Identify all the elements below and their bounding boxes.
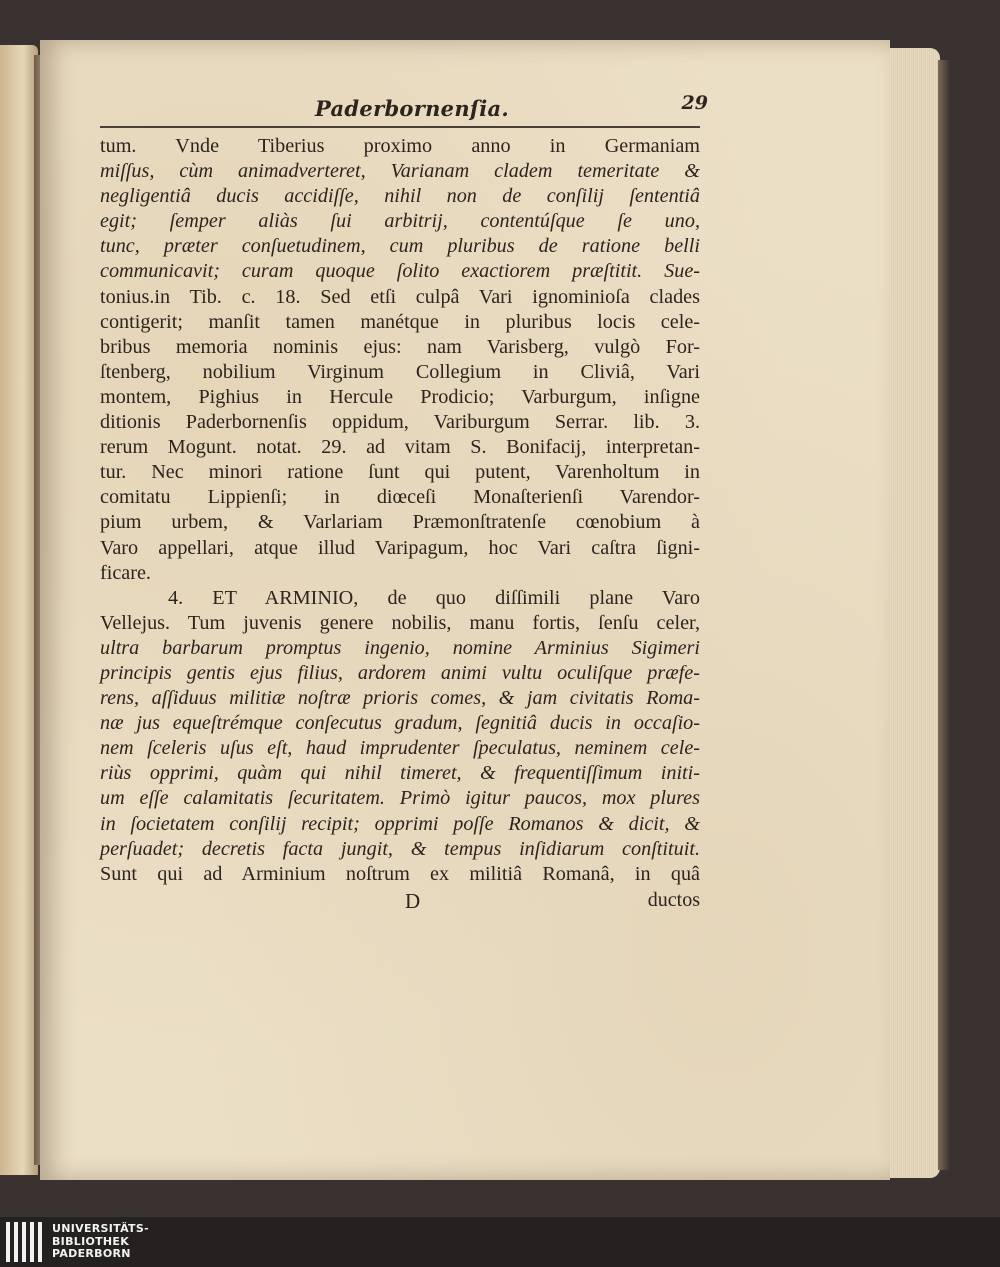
text-line: tur. Nec minori ratione ſunt qui putent, Varenholtum in [100, 461, 700, 484]
page-shadow [938, 60, 950, 1170]
page-footer-line [100, 889, 700, 915]
text-line: Varo appellari, atque illud Varipagum, hoc Vari caſtra ſigni- [100, 536, 700, 559]
left-page-edge [0, 45, 38, 1175]
library-name-line-2: BIBLIOTHEK [52, 1234, 130, 1248]
text-line: ficare. [100, 561, 151, 584]
text-line: negligentiâ ducis accidiſſe, nihil non de conſilij ſententiâ [100, 185, 700, 208]
text-line: um eſſe calamitatis ſecuritatem. Primò igitur paucos, mox plures [100, 787, 700, 810]
text-line: egit; ſemper aliàs ſui arbitrij, contentúſque ſe uno, [100, 210, 700, 233]
text-line: pium urbem, & Varlariam Præmonſtratenſe cœnobium à [100, 511, 700, 534]
library-name-line-1: UNIVERSITÄTS- [52, 1222, 149, 1235]
text-line: perſuadet; decretis facta jungit, & tempus inſidiarum conſtituit. [100, 837, 700, 860]
text-line: comitatu Lippienſi; in diœceſi Monaſterienſi Varendor- [100, 486, 700, 509]
library-name [52, 1223, 149, 1261]
text-line: rens, aſſiduus militiæ noſtræ prioris comes, & jam civitatis Roma- [100, 687, 700, 710]
text-line: 4. ET ARMINIO, de quo diſſimili plane Varo [168, 586, 700, 609]
text-line: miſſus, cùm animadverteret, Varianam cladem temeritate & [100, 160, 700, 183]
text-line: montem, Pighius in Hercule Prodicio; Varburgum, inſigne [100, 385, 700, 408]
text-line: rerum Mogunt. notat. 29. ad vitam S. Bonifacij, interpretan- [100, 436, 700, 459]
text-line: principis gentis ejus filius, ardorem animi vultu oculiſque præfe- [100, 661, 700, 684]
text-line: ſtenberg, nobilium Virginum Collegium in Cliviâ, Vari [100, 360, 700, 383]
text-line: Vellejus. Tum juvenis genere nobilis, manu fortis, ſenſu celer, [100, 611, 700, 634]
text-line: riùs opprimi, quàm qui nihil timeret, & frequentiſſimum initi- [100, 762, 700, 785]
text-line: communicavit; curam quoque ſolito exactiorem præſtitit. Sue- [100, 260, 700, 283]
text-line: tunc, præter conſuetudinem, cum pluribus de ratione belli [100, 235, 700, 258]
text-line: tum. Vnde Tiberius proximo anno in Germaniam [100, 135, 700, 157]
text-line: Sunt qui ad Arminium noſtrum ex militiâ Romanâ, in quâ [100, 862, 700, 885]
text-line: bribus memoria nominis ejus: nam Varisberg, vulgò For- [100, 335, 700, 358]
text-line: nem ſceleris uſus eſt, haud imprudenter ſpeculatus, neminem cele- [100, 737, 700, 760]
text-line: tonius.in Tib. c. 18. Sed etſi culpâ Vari ignominioſa clades [100, 285, 700, 308]
page-number: 29 [681, 92, 708, 114]
text-line: contigerit; manſit tamen manétque in pluribus locis cele- [100, 310, 700, 333]
library-logo-icon [6, 1222, 46, 1262]
library-footer [0, 1217, 1000, 1267]
page-text-block [100, 92, 708, 915]
signature-mark: D [405, 888, 421, 913]
body-text [100, 134, 700, 887]
text-line: in ſocietatem conſilij recipit; opprimi poſſe Romanos & dicit, & [100, 812, 700, 835]
text-line: ultra barbarum promptus ingenio, nomine Arminius Sigimeri [100, 636, 700, 659]
text-line: ditionis Paderbornenſis oppidum, Variburgum Serrar. lib. 3. [100, 411, 700, 434]
library-name-line-3: PADERBORN [52, 1247, 131, 1260]
page-block-edge [888, 48, 940, 1178]
text-line: næ jus equeſtrémque conſecutus gradum, ſegnitiâ ducis in occaſio- [100, 712, 700, 735]
page-header [100, 92, 708, 126]
running-title: Paderbornenſia. [315, 96, 510, 121]
header-rule [100, 126, 700, 128]
catchword: ductos [647, 888, 700, 911]
